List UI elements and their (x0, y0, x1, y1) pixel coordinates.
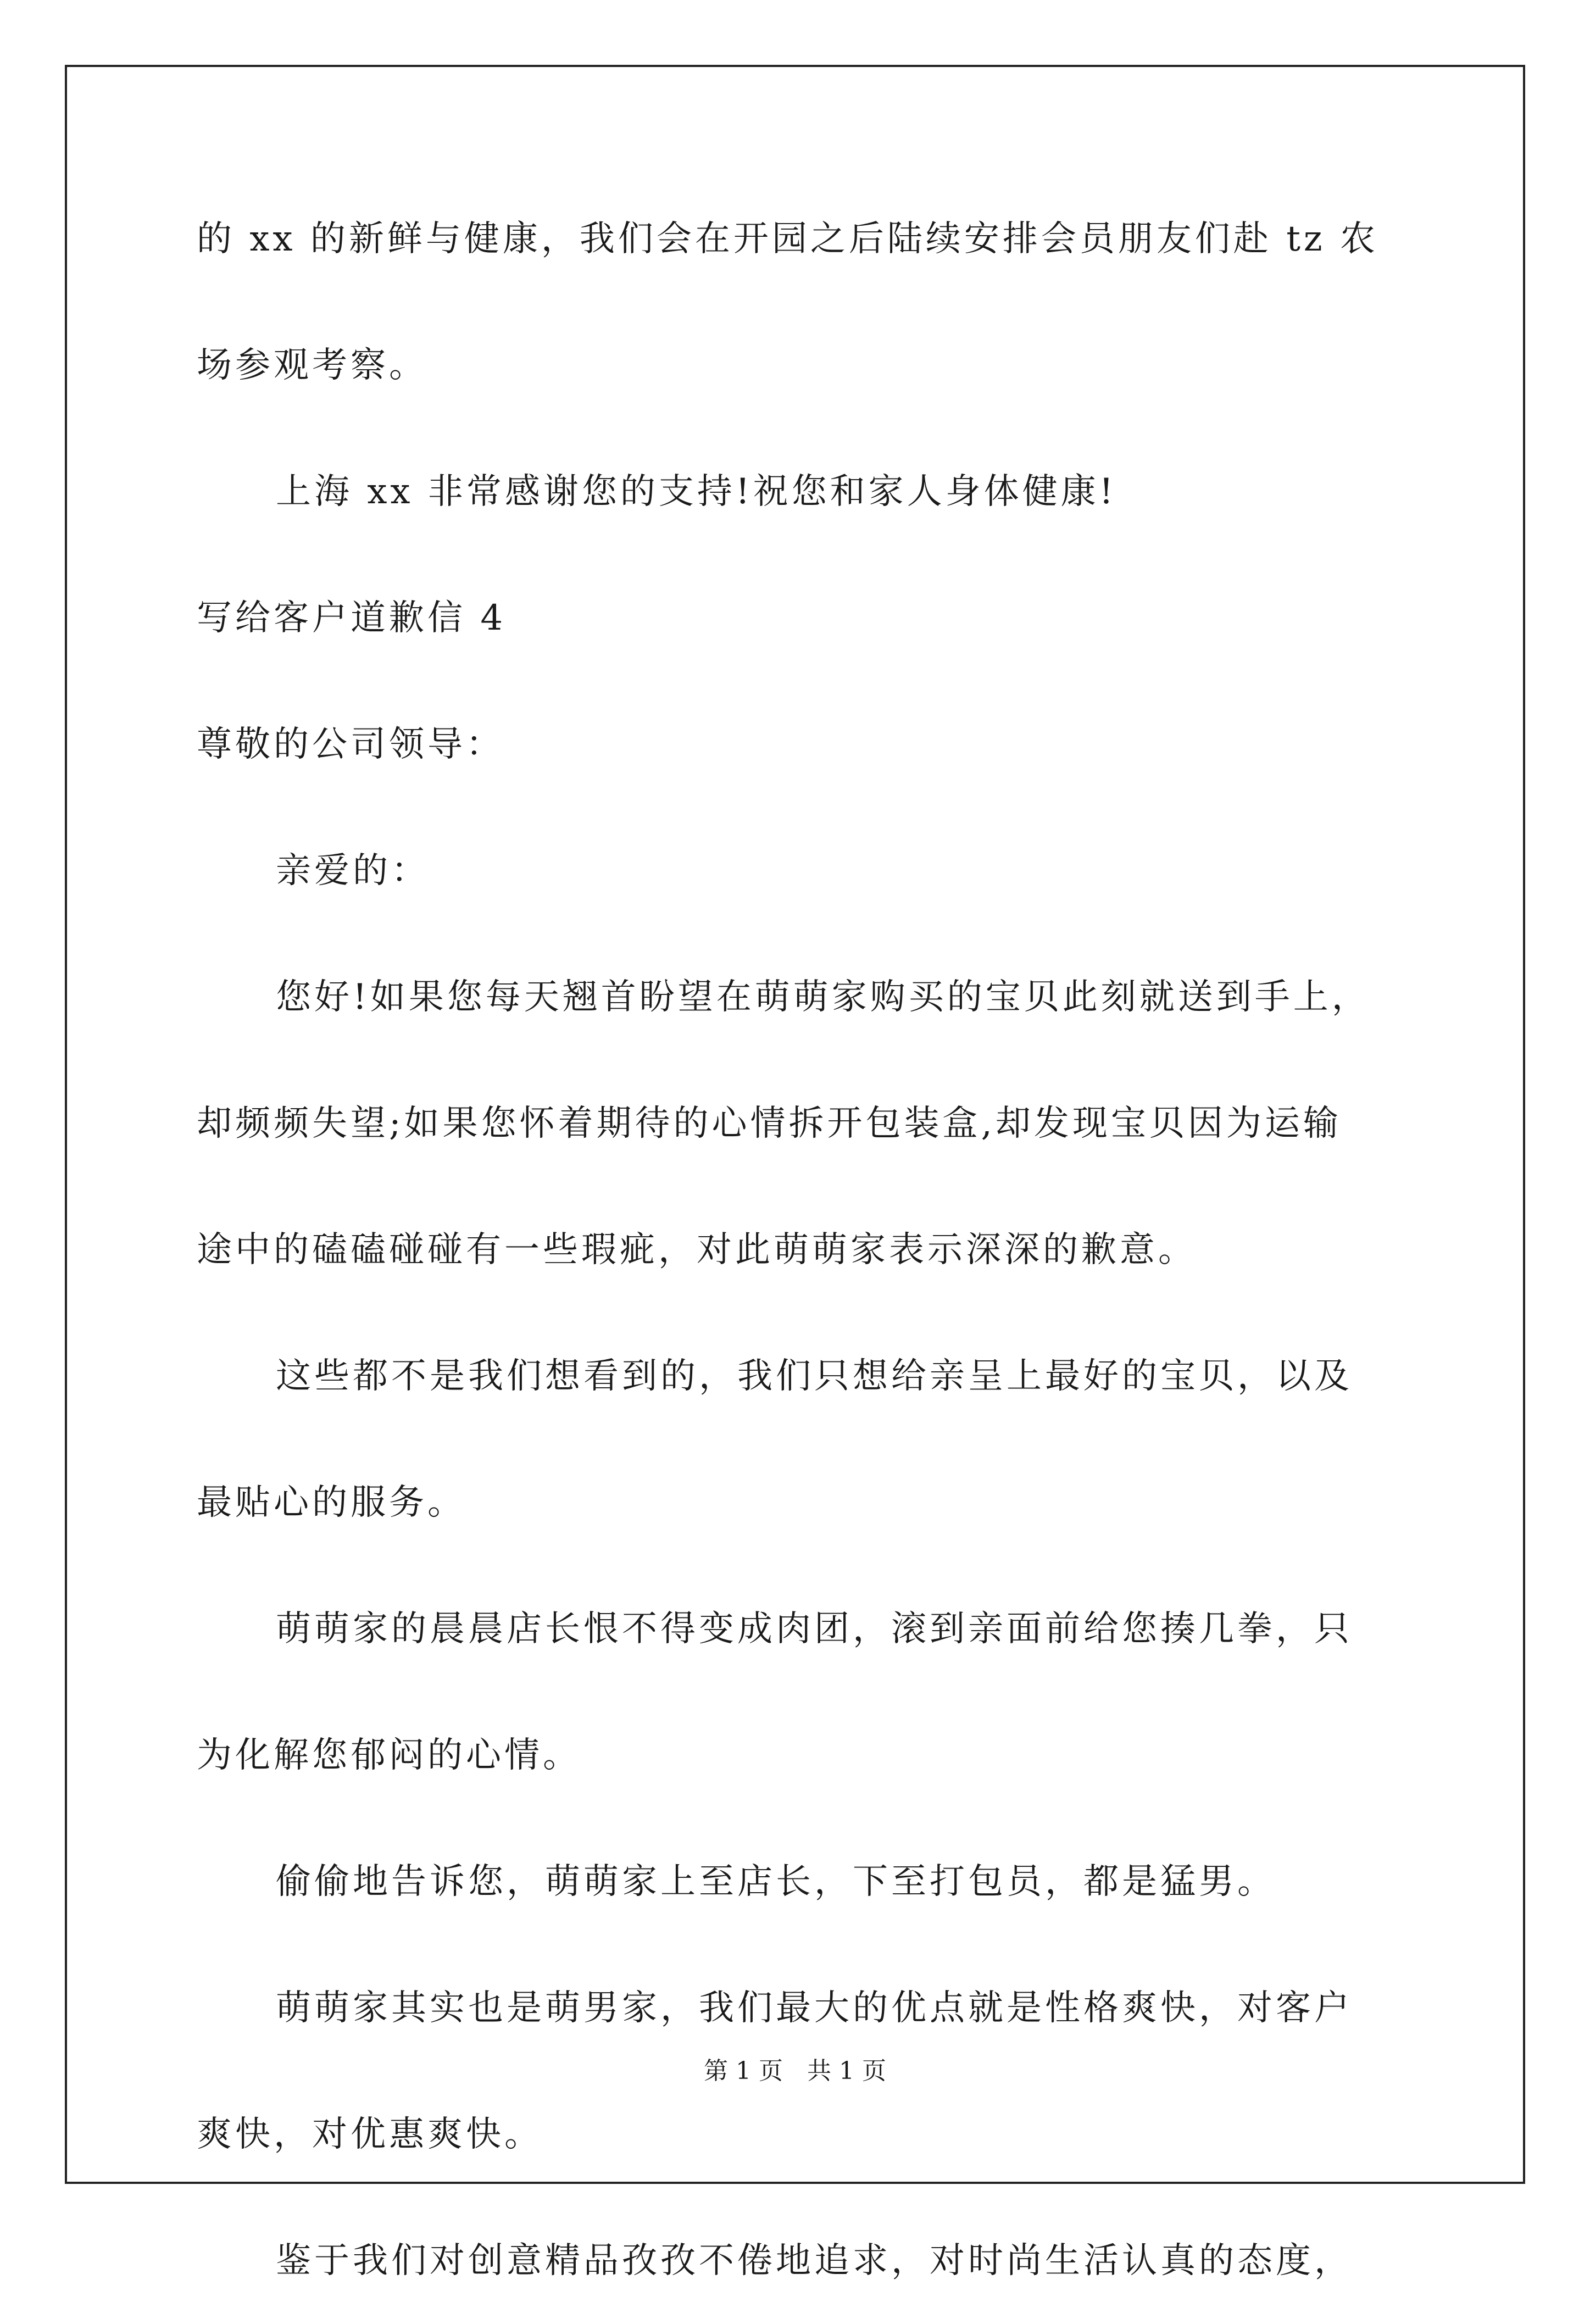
text-line: 上海 xx 非常感谢您的支持!祝您和家人身体健康! (276, 471, 1117, 512)
text-line: 途中的磕磕碰碰有一些瑕疵，对此萌萌家表示深深的歉意。 (197, 1230, 1197, 1270)
text-line: 的 xx 的新鲜与健康，我们会在开园之后陆续安排会员朋友们赴 tz 农 (197, 219, 1378, 259)
text-line: 却频频失望;如果您怀着期待的心情拆开包装盒,却发现宝贝因为运输 (197, 1103, 1342, 1144)
text-line: 鉴于我们对创意精品孜孜不倦地追求，对时尚生活认真的态度， (276, 2240, 1353, 2281)
section-heading: 写给客户道歉信 4 (197, 598, 507, 638)
page-total: 共 1 页 (807, 2057, 886, 2085)
text-line: 亲爱的： (276, 850, 430, 891)
text-line: 为化解您郁闷的心情。 (197, 1735, 581, 1776)
text-line: 场参观考察。 (197, 345, 427, 386)
text-line: 您好!如果您每天翘首盼望在萌萌家购买的宝贝此刻就送到手上， (276, 977, 1370, 1018)
text-line: 这些都不是我们想看到的，我们只想给亲呈上最好的宝贝，以及 (276, 1356, 1353, 1397)
text-line: 萌萌家其实也是萌男家，我们最大的优点就是性格爽快，对客户 (276, 1988, 1353, 2028)
text-line: 偷偷地告诉您，萌萌家上至店长，下至打包员，都是猛男。 (276, 1861, 1276, 1902)
text-line: 萌萌家的晨晨店长恨不得变成肉团，滚到亲面前给您揍几拳，只 (276, 1609, 1353, 1649)
page-footer (0, 2055, 1590, 2088)
text-line: 最贴心的服务。 (197, 1482, 466, 1523)
document-body (197, 176, 1409, 2324)
page-number: 第 1 页 (704, 2057, 783, 2085)
salutation: 尊敬的公司领导： (197, 724, 504, 765)
text-line: 爽快，对优惠爽快。 (197, 2114, 543, 2155)
